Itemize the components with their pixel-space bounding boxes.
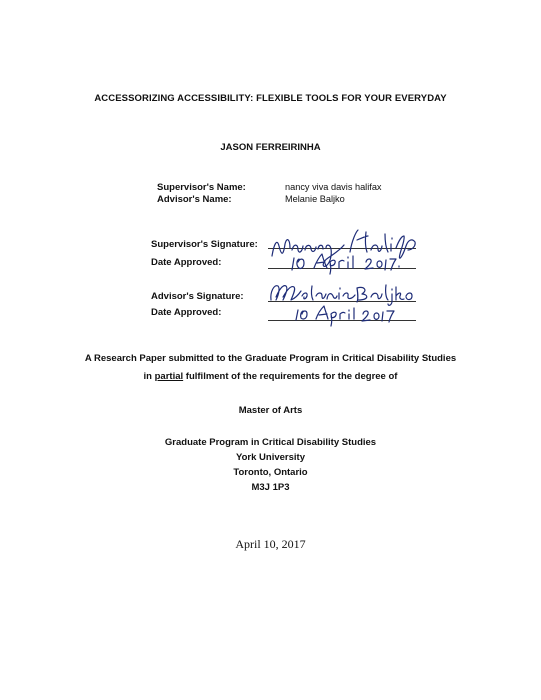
submission-date: April 10, 2017 (235, 537, 306, 551)
program-name: Graduate Program in Critical Disability Studies (164, 437, 377, 448)
submission-statement-line2 (0, 371, 541, 382)
university-name: York University (236, 452, 305, 463)
advisor-name-label: Advisor's Name: (157, 194, 232, 205)
supervisor-name-value: nancy viva davis halifax (285, 182, 382, 192)
statement-underlined-word: partial (154, 371, 184, 382)
advisor-name-value: Melanie Baljko (285, 194, 345, 204)
advisor-signature-label: Advisor's Signature: (151, 291, 244, 302)
supervisor-signature-label: Supervisor's Signature: (151, 239, 258, 250)
statement-suffix: fulfilment of the requirements for the degree of (183, 371, 398, 382)
submission-statement-line1: A Research Paper submitted to the Graduate Program in Critical Disability Studies (84, 353, 457, 364)
supervisor-date-label: Date Approved: (151, 257, 222, 268)
document-title: ACCESSORIZING ACCESSIBILITY: FLEXIBLE TOOLS FOR YOUR EVERYDAY (94, 93, 447, 104)
city-name: Toronto, Ontario (233, 467, 308, 478)
statement-prefix: in (143, 371, 155, 382)
supervisor-name-label: Supervisor's Name: (157, 182, 246, 193)
postal-code: M3J 1P3 (251, 482, 290, 493)
advisor-date-label: Date Approved: (151, 307, 222, 318)
author-name: JASON FERREIRINHA (220, 142, 321, 153)
degree-name: Master of Arts (238, 405, 303, 416)
